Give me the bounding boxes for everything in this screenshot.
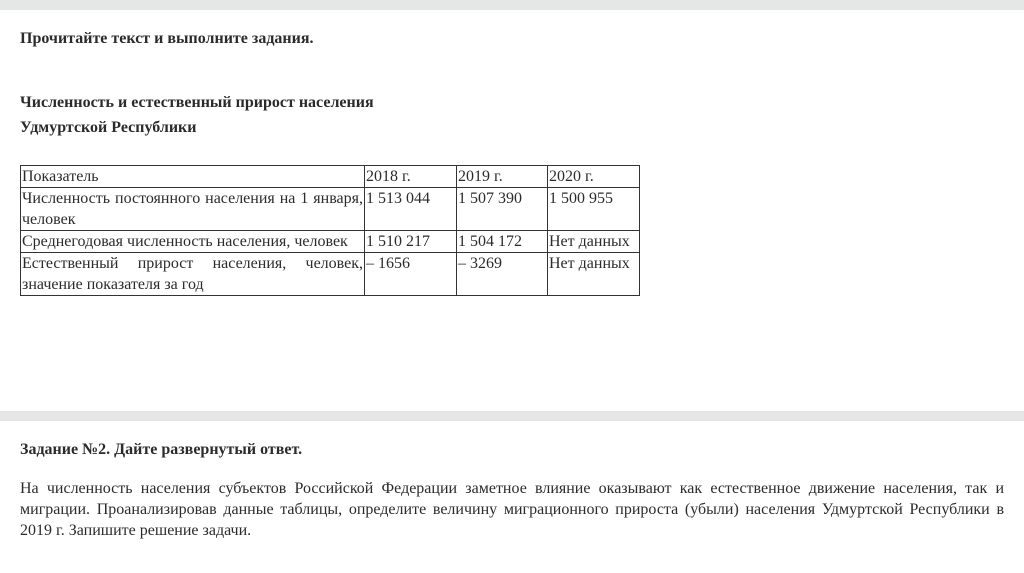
- table-header-row: [21, 166, 640, 188]
- table-row: [21, 253, 640, 296]
- cell-value: 1 500 955: [548, 188, 640, 231]
- row-label: Численность постоянного населения на 1 января, человек: [21, 188, 365, 231]
- cell-value: 1 507 390: [457, 188, 548, 231]
- header-cell-2018: 2018 г.: [365, 166, 457, 188]
- table-title-line-2: Удмуртской Республики: [20, 119, 197, 136]
- row-label: Естественный прирост населения, человек, значение показателя за год: [21, 253, 365, 296]
- header-cell-2019: 2019 г.: [457, 166, 548, 188]
- task-text: На численность населения субъектов Российской Федерации заметное влияние оказывают как естественное движение населения, так и миграции. Проанализировав данные таблицы, определите величину миграционного прироста (убыли) населения Удмуртской Республики в 2019 г. Запишите решение задачи.: [20, 480, 1004, 539]
- top-divider-band: [0, 0, 1024, 10]
- row-label: Среднегодовая численность населения, человек: [21, 231, 365, 253]
- cell-value: Нет данных: [548, 253, 640, 296]
- cell-value: – 3269: [457, 253, 548, 296]
- population-table: [20, 165, 640, 296]
- cell-value: 1 513 044: [365, 188, 457, 231]
- task-title: Задание №2. Дайте развернутый ответ.: [20, 441, 303, 458]
- cell-value: 1 504 172: [457, 231, 548, 253]
- reading-panel: [20, 29, 1004, 293]
- header-cell-indicator: Показатель: [21, 166, 365, 188]
- cell-value: 1 510 217: [365, 231, 457, 253]
- table-row: [21, 231, 640, 253]
- cell-value: Нет данных: [548, 231, 640, 253]
- table-title: [20, 90, 374, 140]
- header-cell-2020: 2020 г.: [548, 166, 640, 188]
- task-panel: [20, 440, 1004, 541]
- cell-value: – 1656: [365, 253, 457, 296]
- section-divider-band: [0, 411, 1024, 421]
- instruction-text: Прочитайте текст и выполните задания.: [20, 30, 314, 47]
- table-title-line-1: Численность и естественный прирост населения: [20, 94, 374, 111]
- table-row: [21, 188, 640, 231]
